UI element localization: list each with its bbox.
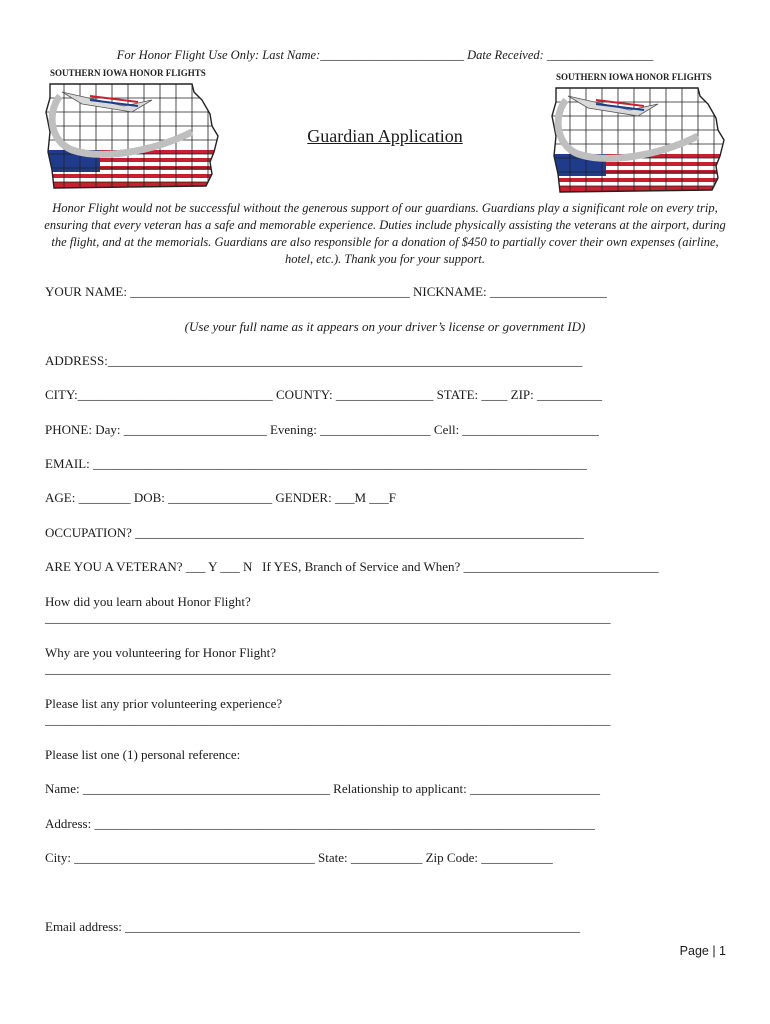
page-number: Page | 1 (679, 944, 726, 958)
veteran-field[interactable]: ARE YOU A VETERAN? ___ Y ___ N If YES, Branch of Service and When? ______________________________ (45, 559, 659, 574)
logo-text: SOUTHERN IOWA HONOR FLIGHTS (556, 72, 712, 82)
why-answer-line[interactable]: _______________________________________________________________________________________ (45, 661, 611, 676)
city-county-state-zip-field[interactable]: CITY:______________________________ COUNTY: _______________ STATE: ____ ZIP: __________ (45, 387, 603, 402)
address-field[interactable]: ADDRESS:_________________________________________________________________________ (45, 353, 583, 368)
age-dob-gender-field[interactable]: AGE: ________ DOB: ________________ GENDER: ___M ___F (45, 490, 397, 505)
reference-heading: Please list one (1) personal reference: (45, 747, 241, 762)
intro-paragraph: Honor Flight would not be successful without the generous support of our guardians. Guardians play a significant role on every trip, ensuring that every veteran has a safe and memorable experience. Duties include physically assisting the veterans at the airport, during the flight, and at the memorials. Guardians are also responsible for a donation of $450 to partially cover their own expenses (airline, hotel, etc.). Thank you for your support. (44, 201, 726, 266)
reference-address-field[interactable]: Address: _____________________________________________________________________________ (45, 816, 595, 831)
phone-field[interactable]: PHONE: Day: ______________________ Evening: _________________ Cell: _____________________ (45, 422, 599, 437)
page-title: Guardian Application (307, 126, 463, 146)
email-field[interactable]: EMAIL: ____________________________________________________________________________ (45, 456, 588, 471)
prior-answer-line[interactable]: _______________________________________________________________________________________ (45, 712, 611, 727)
reference-email-field[interactable]: Email address: ______________________________________________________________________ (45, 919, 581, 934)
name-instructions: (Use your full name as it appears on your driver’s license or government ID) (184, 319, 586, 334)
prior-question-label: Please list any prior volunteering experience? (45, 696, 283, 711)
learn-answer-line[interactable]: _______________________________________________________________________________________ (45, 610, 611, 625)
occupation-field[interactable]: OCCUPATION? _____________________________________________________________________ (45, 525, 584, 540)
reference-city-field[interactable]: City: _____________________________________ State: ___________ Zip Code: ___________ (45, 850, 553, 865)
your-name-field[interactable]: YOUR NAME: ___________________________________________ NICKNAME: __________________ (45, 284, 607, 299)
why-question-label: Why are you volunteering for Honor Flight? (45, 645, 277, 660)
learn-question-label: How did you learn about Honor Flight? (45, 594, 251, 609)
office-use-line: For Honor Flight Use Only: Last Name:_______________________ Date Received: _________________ (116, 48, 654, 62)
logo-text: SOUTHERN IOWA HONOR FLIGHTS (50, 68, 206, 78)
reference-name-field[interactable]: Name: ______________________________________ Relationship to applicant: ____________________ (45, 781, 600, 796)
